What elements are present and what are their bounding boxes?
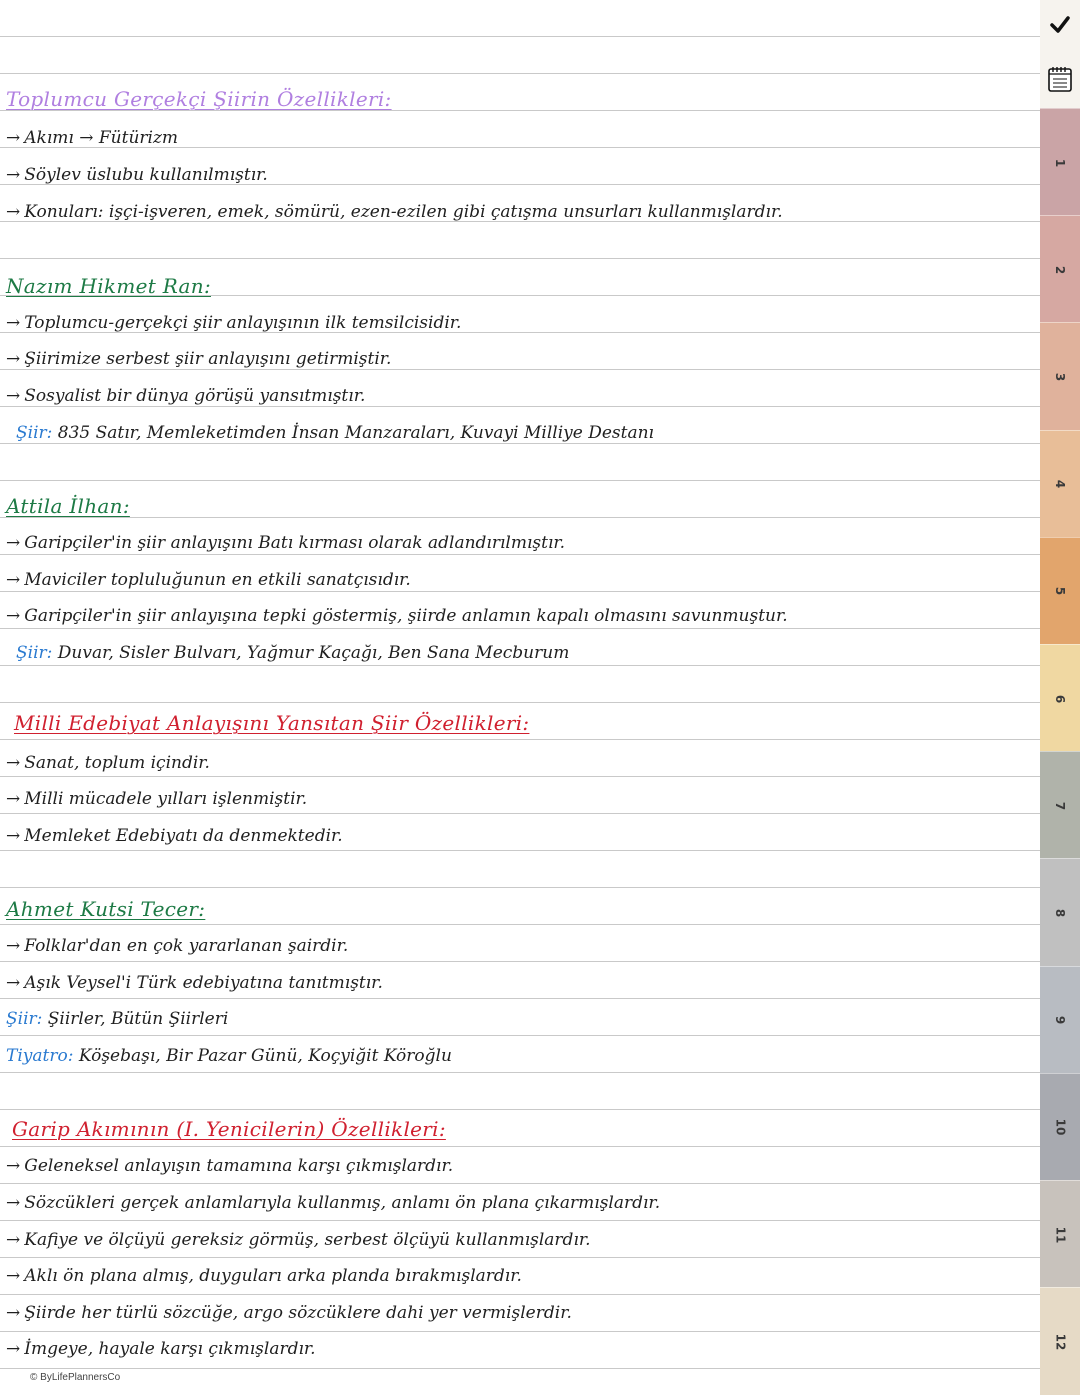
tab-label: 4 <box>1052 480 1067 489</box>
list-item: → Sosyalist bir dünya görüşü yansıtmıştır. <box>6 386 366 406</box>
tab-2[interactable] <box>1040 215 1080 323</box>
section-heading-milli-edebiyat: Milli Edebiyat Anlayışını Yansıtan Şiir Özellikleri: <box>14 711 530 735</box>
works-label: Şiir: <box>16 643 53 663</box>
arrow-icon: → <box>6 826 21 846</box>
arrow-icon: → <box>6 202 21 222</box>
tab-12[interactable] <box>1040 1287 1080 1395</box>
notebook-icon[interactable] <box>1040 54 1080 104</box>
section-heading-nazim-hikmet: Nazım Hikmet Ran: <box>6 274 211 298</box>
list-item: → Geleneksel anlayışın tamamına karşı çıkmışlardır. <box>6 1156 454 1176</box>
tab-4[interactable] <box>1040 430 1080 538</box>
section-heading-ahmet-kutsi-tecer: Ahmet Kutsi Tecer: <box>6 897 206 921</box>
list-item: → Akımı → Fütürizm <box>6 128 179 148</box>
list-item: → Sanat, toplum içindir. <box>6 753 210 773</box>
arrow-icon: → <box>6 1230 21 1250</box>
theatre-line: Tiyatro: Köşebaşı, Bir Pazar Günü, Koçyiğit Köroğlu <box>6 1046 452 1066</box>
arrow-icon: → <box>6 789 21 809</box>
tab-label: 8 <box>1052 908 1067 918</box>
list-item: → Folklar'dan en çok yararlanan şairdir. <box>6 936 349 956</box>
tab-7[interactable] <box>1040 751 1080 859</box>
arrow-icon: → <box>6 936 21 956</box>
arrow-icon: → <box>6 1266 21 1286</box>
arrow-icon: → <box>6 973 21 993</box>
works-label: Şiir: <box>6 1009 43 1029</box>
works-line: Şiir: 835 Satır, Memleketimden İnsan Manzaraları, Kuvayi Milliye Destanı <box>16 423 654 443</box>
list-item: → Aklı ön plana almış, duyguları arka planda bırakmışlardır. <box>6 1266 522 1286</box>
arrow-icon: → <box>6 165 21 185</box>
tab-label: 1 <box>1052 158 1067 167</box>
tab-8[interactable] <box>1040 858 1080 966</box>
tab-label: 7 <box>1052 801 1067 810</box>
tab-label: 12 <box>1052 1333 1067 1351</box>
section-heading-toplumcu: Toplumcu Gerçekçi Şiirin Özellikleri: <box>6 87 392 111</box>
copyright-text: © ByLifePlannersCo <box>30 1372 121 1383</box>
arrow-icon: → <box>6 606 21 626</box>
theatre-label: Tiyatro: <box>6 1046 74 1066</box>
list-item: → Garipçiler'in şiir anlayışına tepki göstermiş, şiirde anlamın kapalı olmasını savunmuştur. <box>6 606 788 626</box>
arrow-icon: → <box>6 349 21 369</box>
arrow-icon: → <box>6 1156 21 1176</box>
tab-11[interactable] <box>1040 1180 1080 1288</box>
list-item: → Sözcükleri gerçek anlamlarıyla kullanmış, anlamı ön plana çıkarmışlardır. <box>6 1193 661 1213</box>
arrow-icon: → <box>6 313 21 333</box>
list-item: → Milli mücadele yılları işlenmiştir. <box>6 789 308 809</box>
tab-6[interactable] <box>1040 644 1080 752</box>
list-item: → İmgeye, hayale karşı çıkmışlardır. <box>6 1339 316 1359</box>
arrow-icon: → <box>6 386 21 406</box>
tab-label: 3 <box>1052 372 1067 382</box>
list-item: → Şiirde her türlü sözcüğe, argo sözcüklere dahi yer vermişlerdir. <box>6 1303 572 1323</box>
arrow-icon: → <box>6 570 21 590</box>
arrow-icon: → <box>6 1193 21 1213</box>
tab-3[interactable] <box>1040 322 1080 430</box>
arrow-icon: → <box>6 128 21 148</box>
tab-strip <box>1040 0 1080 1394</box>
list-item: → Toplumcu-gerçekçi şiir anlayışının ilk temsilcisidir. <box>6 313 462 333</box>
list-item: → Söylev üslubu kullanılmıştır. <box>6 165 268 185</box>
list-item: → Kafiye ve ölçüyü gereksiz görmüş, serbest ölçüyü kullanmışlardır. <box>6 1230 591 1250</box>
works-line: Şiir: Duvar, Sisler Bulvarı, Yağmur Kaçağı, Ben Sana Mecburum <box>16 643 570 663</box>
tab-label: 2 <box>1052 265 1067 274</box>
arrow-icon: → <box>6 533 21 553</box>
arrow-icon: → <box>6 1339 21 1359</box>
list-item: → Konuları: işçi-işveren, emek, sömürü, ezen-ezilen gibi çatışma unsurları kullanmışlardır. <box>6 202 783 222</box>
arrow-icon: → <box>6 753 21 773</box>
tab-9[interactable] <box>1040 966 1080 1074</box>
list-item: → Aşık Veysel'i Türk edebiyatına tanıtmıştır. <box>6 973 383 993</box>
tab-label: 9 <box>1052 1016 1067 1025</box>
tab-5[interactable] <box>1040 537 1080 645</box>
tab-label: 11 <box>1052 1226 1067 1243</box>
list-item: → Garipçiler'in şiir anlayışını Batı kırması olarak adlandırılmıştır. <box>6 533 566 553</box>
section-heading-attila-ilhan: Attila İlhan: <box>6 494 130 518</box>
checkmark-icon[interactable] <box>1040 0 1080 50</box>
list-item: → Şiirimize serbest şiir anlayışını getirmiştir. <box>6 349 392 369</box>
tab-label: 5 <box>1052 587 1067 596</box>
works-line: Şiir: Şiirler, Bütün Şiirleri <box>6 1009 229 1029</box>
list-item: → Memleket Edebiyatı da denmektedir. <box>6 826 343 846</box>
tab-label: 6 <box>1052 694 1067 703</box>
works-label: Şiir: <box>16 423 53 443</box>
tab-1[interactable] <box>1040 108 1080 216</box>
tab-label: 10 <box>1052 1119 1067 1136</box>
tab-10[interactable] <box>1040 1073 1080 1181</box>
section-heading-garip-akimi: Garip Akımının (I. Yenicilerin) Özellikleri: <box>12 1117 446 1141</box>
list-item: → Maviciler topluluğunun en etkili sanatçısıdır. <box>6 570 411 590</box>
arrow-icon: → <box>6 1303 21 1323</box>
